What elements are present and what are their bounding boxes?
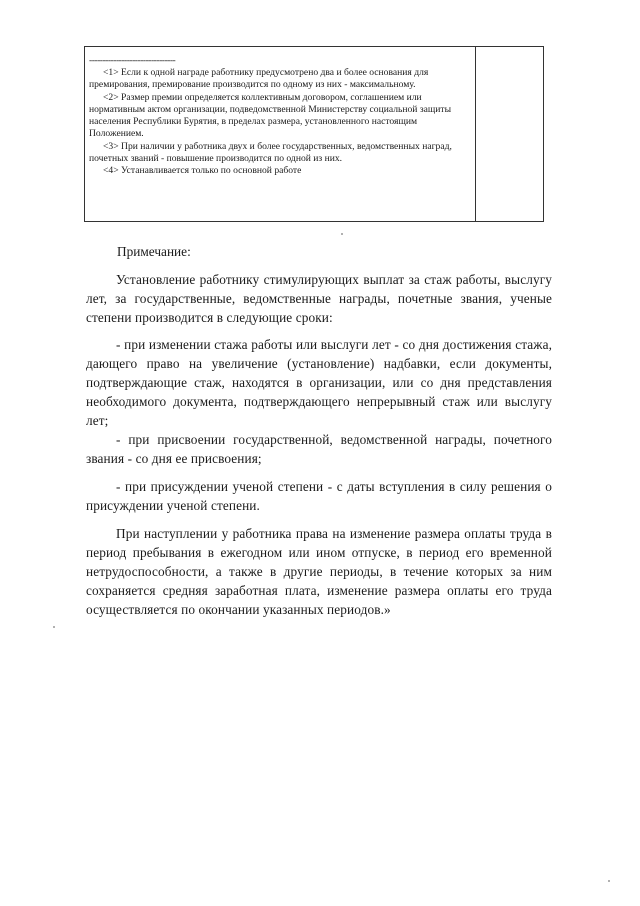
note-paragraph-awards: - при присвоении государственной, ведомственной награды, почетного звания - со дня ее присвоения;	[86, 432, 552, 466]
footnote-2: <2> Размер премии определяется коллективным договором, соглашением или нормативным актом организации, подведомственной Министерству социальной защиты населения Республики Бурятия, в пределах размера, установленного настоящим Положением.	[89, 91, 452, 140]
note-paragraph-seniority: - при изменении стажа работы или выслуги лет - со дня достижения стажа, дающего право на увеличение (установление) надбавки, если документы, подтверждающие стаж, находятся в организации, или со дня представления необходимого документа, подтверждающего непрерывный стаж или выслугу лет;	[86, 337, 552, 428]
footnote-separator: --------------------------------	[89, 55, 176, 66]
footnotes-table	[84, 46, 544, 222]
footnote-3: <3> При наличии у работника двух и более государственных, ведомственных наград, почетных званий - повышение производится по одной из них.	[89, 140, 452, 165]
note-paragraph-vacation: При наступлении у работника права на изменение размера оплаты труда в период пребывания в ежегодном или ином отпуске, в период его временной нетрудоспособности, а также в другие периоды, в течение которых за ним сохраняется средняя заработная плата, изменение размера оплаты его труда осуществляется по окончании указанных периодов.»	[86, 526, 552, 617]
scan-speck	[341, 233, 343, 235]
footnote-4: <4> Устанавливается только по основной работе	[103, 165, 302, 177]
note-paragraph-intro: Установление работнику стимулирующих выплат за стаж работы, выслугу лет, за государственные, ведомственные награды, почетные звания, ученые степени производится в следующие сроки:	[86, 272, 552, 325]
scan-speck	[53, 626, 55, 628]
note-heading: Примечание:	[117, 244, 191, 259]
footnotes-cell	[89, 55, 471, 178]
table-column-divider	[475, 47, 476, 221]
note-paragraph-degree: - при присуждении ученой степени - с даты вступления в силу решения о присуждении ученой степени.	[86, 479, 552, 513]
footnote-1: <1> Если к одной награде работнику предусмотрено два и более основания для премирования, премирование производится по одному из них - максимальному.	[89, 67, 429, 91]
scan-speck	[608, 880, 610, 882]
